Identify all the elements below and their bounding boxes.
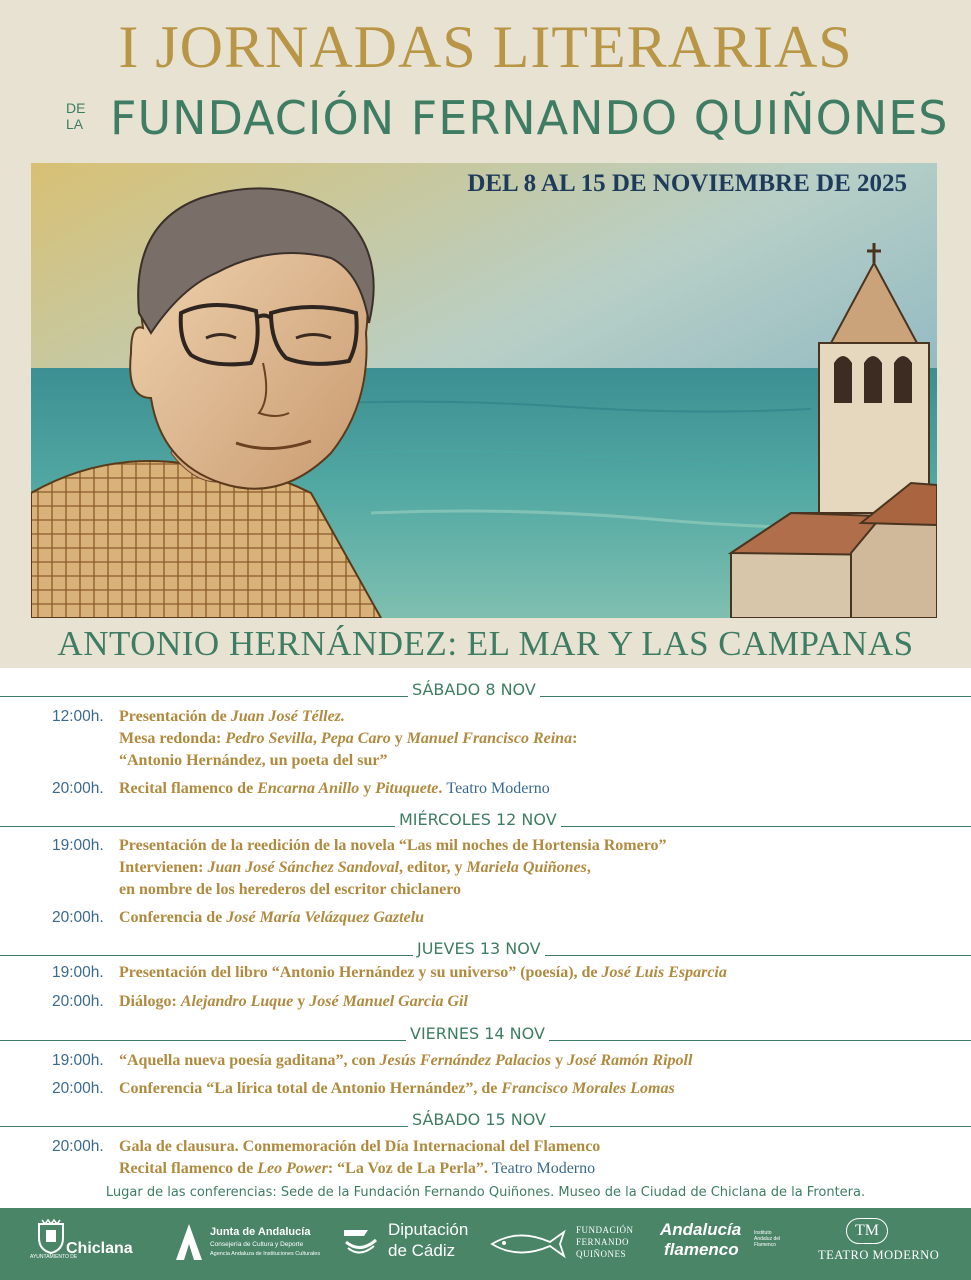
junta-emblem-icon: [174, 1222, 204, 1262]
event-text: Conferencia “La lírica total de Antonio Hernández”, de: [119, 1080, 502, 1097]
watercolor-illustration: [31, 163, 937, 618]
event-text: Presentación del libro “Antonio Hernández y su universo” (poesía), de: [119, 964, 602, 981]
connector-la: LA: [66, 116, 84, 132]
event-time: 20:00h.: [52, 909, 104, 926]
event-time: 19:00h.: [52, 964, 104, 981]
participant-name: Pituquete: [375, 780, 439, 797]
venue-name: Teatro Moderno: [446, 780, 550, 797]
junta-consejeria: Consejería de Cultura y Deporte: [210, 1241, 304, 1248]
event-time: 12:00h.: [52, 708, 104, 725]
title-connector: [66, 100, 106, 132]
foundation-title: FUNDACIÓN FERNANDO QUIÑONES: [110, 91, 949, 145]
ayto-small-label: AYUNTAMIENTO DE: [30, 1254, 78, 1260]
event-text: Presentación de la reedición de la novela “Las mil noches de Hortensia Romero”: [119, 837, 667, 854]
participant-name: José Ramón Ripoll: [567, 1052, 693, 1069]
coat-of-arms-icon: [36, 1218, 66, 1254]
andalucia-word: Andalucía: [660, 1220, 742, 1239]
event-time: 20:00h.: [52, 993, 104, 1010]
event-text: .: [438, 780, 447, 797]
event-text: “Aquella nueva poesía gaditana”, con: [119, 1052, 380, 1069]
day-divider: [0, 1020, 971, 1044]
event-text: Mesa redonda:: [119, 730, 226, 747]
diputacion-line2: de Cádiz: [388, 1241, 456, 1260]
day-label: SÁBADO 15 NOV: [408, 1110, 550, 1130]
event-time: 20:00h.: [52, 1080, 104, 1097]
venue-note: Lugar de las conferencias: Sede de la Fundación Fernando Quiñones. Museo de la Ciudad de Chiclana de la Frontera.: [105, 1185, 866, 1200]
event-title: I JORNADAS LITERARIAS: [118, 14, 853, 80]
participant-name: Juan José Sánchez Sandoval: [207, 859, 400, 876]
day-label: JUEVES 13 NOV: [413, 939, 545, 959]
day-divider: [0, 1106, 971, 1130]
instituto-flamenco-label: Instituto Andaluz del Flamenco: [754, 1230, 781, 1248]
teatro-monogram: TM: [846, 1218, 888, 1244]
event-time: 20:00h.: [52, 1138, 104, 1155]
day-label: SÁBADO 8 NOV: [408, 680, 540, 700]
diputacion-line1: Diputación: [388, 1220, 469, 1239]
logo-diputacion-cadiz: [338, 1208, 478, 1280]
sponsor-logo-bar: [0, 1208, 971, 1280]
fundacion-line3: QUIÑONES: [576, 1249, 626, 1259]
day-divider: [0, 935, 971, 959]
event-text: Intervienen:: [119, 859, 208, 876]
event-text: Gala de clausura. Conmemoración del Día Internacional del Flamenco: [119, 1138, 601, 1155]
event-text: Recital flamenco de: [119, 1160, 258, 1177]
participant-name: José Manuel Garcia Gil: [309, 993, 468, 1010]
logo-junta-andalucia: [170, 1208, 320, 1280]
event-text: “Antonio Hernández, un poeta del sur”: [119, 752, 388, 769]
event-text: Recital flamenco de: [119, 780, 258, 797]
participant-name: Pedro Sevilla: [225, 730, 313, 747]
day-label: VIERNES 14 NOV: [406, 1024, 549, 1044]
event-subtitle: ANTONIO HERNÁNDEZ: EL MAR Y LAS CAMPANAS: [57, 624, 914, 663]
event-text: en nombre de los herederos del escritor chiclanero: [119, 881, 462, 898]
junta-agencia: Agencia Andaluza de Instituciones Culturales: [210, 1251, 321, 1257]
diputacion-emblem-icon: [342, 1226, 378, 1258]
logo-teatro-moderno: [812, 1208, 952, 1280]
participant-name: Leo Power: [257, 1160, 328, 1177]
event-text: Conferencia de: [119, 909, 227, 926]
venue-name: Teatro Moderno: [491, 1160, 596, 1177]
logo-fundacion-quinones: [488, 1208, 648, 1280]
event-time: 20:00h.: [52, 780, 104, 797]
participant-name: Francisco Morales Lomas: [501, 1080, 675, 1097]
event-text: y: [359, 780, 376, 797]
event-text: y: [551, 1052, 568, 1069]
fish-icon: [488, 1226, 568, 1262]
day-divider: [0, 676, 971, 700]
participant-name: Pepa Caro: [320, 730, 391, 747]
event-text: Presentación de: [119, 708, 231, 725]
event-text: , editor, y: [399, 859, 467, 876]
participant-name: Alejandro Luque: [180, 993, 294, 1010]
junta-name: Junta de Andalucía: [210, 1226, 311, 1238]
connector-de: DE: [66, 100, 86, 116]
logo-ayuntamiento-chiclana: [30, 1208, 150, 1280]
participant-name: Juan José Téllez.: [230, 708, 345, 725]
participant-name: Mariela Quiñones: [466, 859, 587, 876]
event-dates: DEL 8 AL 15 DE NOVIEMBRE DE 2025: [467, 170, 907, 197]
day-label: MIÉRCOLES 12 NOV: [395, 810, 561, 830]
day-divider: [0, 806, 971, 830]
participant-name: Jesús Fernández Palacios: [379, 1052, 552, 1069]
participant-name: José Luis Esparcia: [601, 964, 727, 981]
event-text: y: [293, 993, 310, 1010]
logo-andalucia-flamenco: [660, 1208, 800, 1280]
participant-name: Manuel Francisco Reina: [406, 730, 573, 747]
teatro-name: TEATRO MODERNO: [818, 1248, 940, 1262]
flamenco-word: flamenco: [664, 1240, 739, 1259]
event-text: ,: [312, 730, 321, 747]
event-text: Diálogo:: [119, 993, 181, 1010]
participant-name: Encarna Anillo: [257, 780, 360, 797]
fundacion-line1: FUNDACIÓN: [576, 1225, 634, 1235]
event-text: ,: [586, 859, 591, 876]
event-time: 19:00h.: [52, 1052, 104, 1069]
event-text: : “La Voz de La Perla”.: [327, 1160, 492, 1177]
event-text: y: [390, 730, 407, 747]
event-text: :: [572, 730, 578, 747]
fundacion-line2: FERNANDO: [576, 1237, 630, 1247]
participant-name: José María Velázquez Gaztelu: [226, 909, 425, 926]
ayto-name: Chiclana: [66, 1240, 133, 1257]
event-time: 19:00h.: [52, 837, 104, 854]
